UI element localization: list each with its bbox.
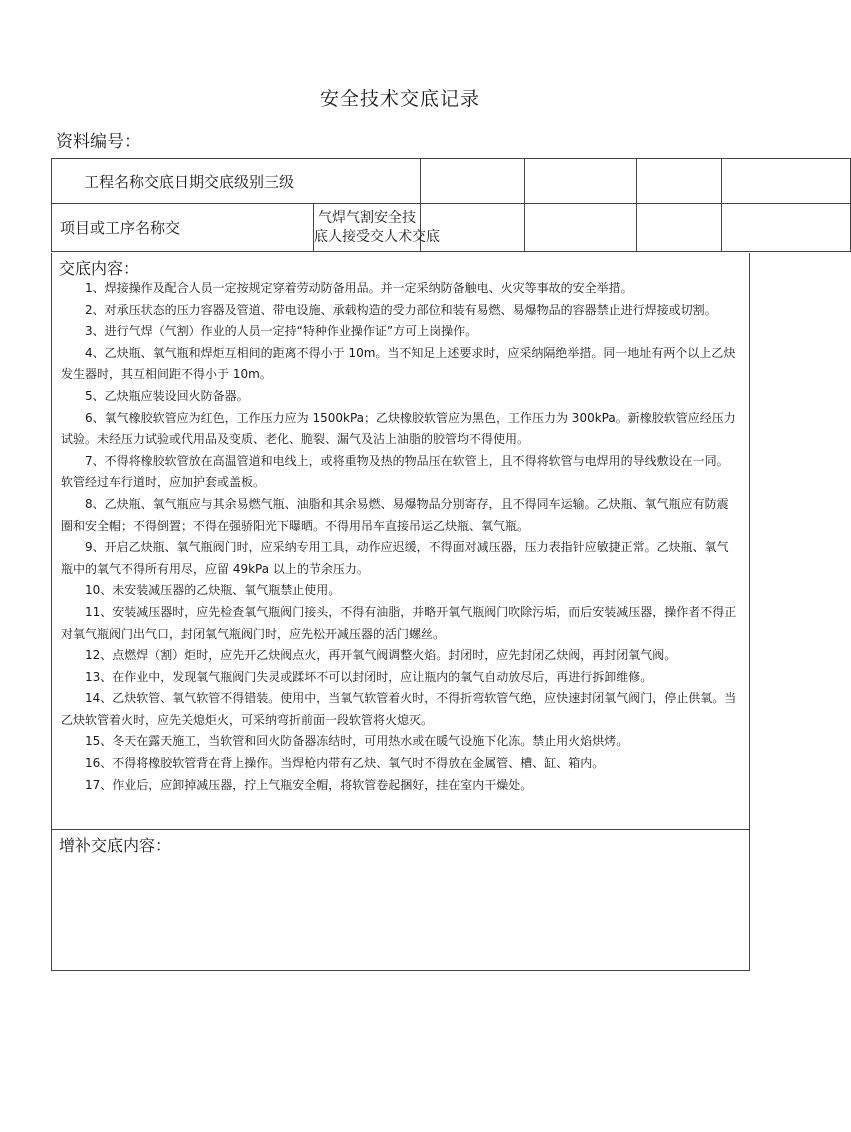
supplement-section	[51, 830, 750, 971]
content-item: 1、焊接操作及配合人员一定按规定穿着劳动防备用品。并一定采纳防备触电、火灾等事故的安全举措。	[85, 281, 633, 295]
process-name-line1: 气焊气割安全技	[318, 209, 416, 226]
content-item: 6、氧气橡胶软管应为红色，工作压力应为 1500kPa；乙炔橡胶软管应为黑色，工作压力为 300kPa。新橡胶软管应经压力试验。未经压力试验或代用品及变质、老化、脆裂、漏气及沾上油脂的胶管均不得使用。	[61, 410, 736, 447]
content-item: 9、开启乙炔瓶、氧气瓶阀门时，应采纳专用工具，动作应迟缓，不得面对减压器，压力表指针应敏捷正常。乙炔瓶、氧气瓶中的氧气不得所有用尽，应留 49kPa 以上的节余压力。	[61, 540, 729, 576]
header-row-project	[52, 159, 851, 204]
content-item: 2、对承压状态的压力容器及管道、带电设施、承载构造的受力部位和装有易燃、易爆物品的容器禁止进行焊接或切割。	[85, 302, 717, 317]
page-title: 安全技术交底记录	[319, 88, 480, 110]
header-cell-empty	[525, 159, 637, 204]
content-item: 7、不得将橡胶软管放在高温管道和电线上，或将重物及热的物品压在软管上，且不得将软管与电焊用的导线敷设在一同。软管经过车行道时，应加护套或盖板。	[61, 453, 729, 490]
supplement-heading: 增补交底内容：	[59, 836, 172, 855]
content-item: 15、冬天在露天施工，当软管和回火防备器冻结时，可用热水或在暖气设施下化冻。禁止用火焰烘烤。	[85, 734, 629, 749]
content-item: 8、乙炔瓶、氧气瓶应与其余易燃气瓶、油脂和其余易燃、易爆物品分别寄存，且不得同车运输。乙炔瓶、氧气瓶应有防震圈和安全帽；不得倒置；不得在强骄阳光下曝晒。不得用吊车直接吊运乙炔瓶、氧气瓶。	[61, 496, 729, 533]
header-cell-empty	[421, 159, 525, 204]
content-item: 14、乙炔软管、氧气软管不得错装。使用中，当氧气软管着火时，不得折弯软管气绝，应快速封闭氧气阀门，停止供氧。当乙炔软管着火时，应先关熄炬火，可采纳弯折前面一段软管将火熄灭。	[61, 691, 737, 727]
content-item: 4、乙炔瓶、氧气瓶和焊炬互相间的距离不得小于 10m。当不知足上述要求时，应采纳隔绝举措。同一地址有两个以上乙炔发生器时，其互相间距不得小于 10m。	[61, 345, 736, 382]
project-date-level-label: 工程名称交底日期交底级别三级	[52, 159, 421, 204]
content-items	[52, 278, 749, 796]
header-cell-empty	[637, 204, 722, 252]
header-cell-empty	[525, 204, 637, 252]
doc-number-label: 资料编号：	[56, 132, 141, 152]
content-item: 3、进行气焊（气割）作业的人员一定持“特种作业操作证”方可上岗操作。	[85, 324, 478, 339]
content-item: 11、安装减压器时，应先检查氧气瓶阀门接头，不得有油脂，并略开氧气瓶阀门吹除污垢，而后安装减压器，操作者不得正对氧气瓶阀门出气口，封闭氧气瓶阀门时，应先松开减压器的活门螺丝。	[61, 604, 737, 641]
content-item: 12、点燃焊（割）炬时，应先开乙炔阀点火，再开氧气阀调整火焰。封闭时，应先封闭乙炔阀，再封闭氧气阀。	[85, 648, 677, 663]
content-item: 16、不得将橡胶软管背在背上操作。当焊枪内带有乙炔、氧气时不得放在金属管、槽、缸、箱内。	[85, 756, 605, 771]
process-name-line2: 底人接受交人术交底	[314, 228, 440, 245]
content-item: 10、未安装减压器的乙炔瓶、氧气瓶禁止使用。	[85, 583, 341, 598]
header-cell-empty	[637, 159, 722, 204]
content-item: 5、乙炔瓶应装设回火防备器。	[85, 388, 249, 403]
content-item: 13、在作业中，发现氧气瓶阀门失灵或蹂坏不可以封闭时，应让瓶内的氧气自动放尽后，再进行拆卸维修。	[85, 669, 653, 684]
process-name-label: 项目或工序名称交	[52, 204, 314, 252]
header-cell-empty	[722, 159, 851, 204]
disclosure-content-section	[51, 253, 750, 830]
content-item: 17、作业后，应卸掉减压器，拧上气瓶安全帽，将软管卷起捆好，挂在室内干燥处。	[85, 777, 533, 792]
header-row-process	[52, 204, 851, 252]
content-heading: 交底内容：	[59, 259, 140, 278]
process-name-value	[314, 204, 440, 252]
header-table	[51, 158, 851, 252]
header-cell-empty	[722, 204, 851, 252]
